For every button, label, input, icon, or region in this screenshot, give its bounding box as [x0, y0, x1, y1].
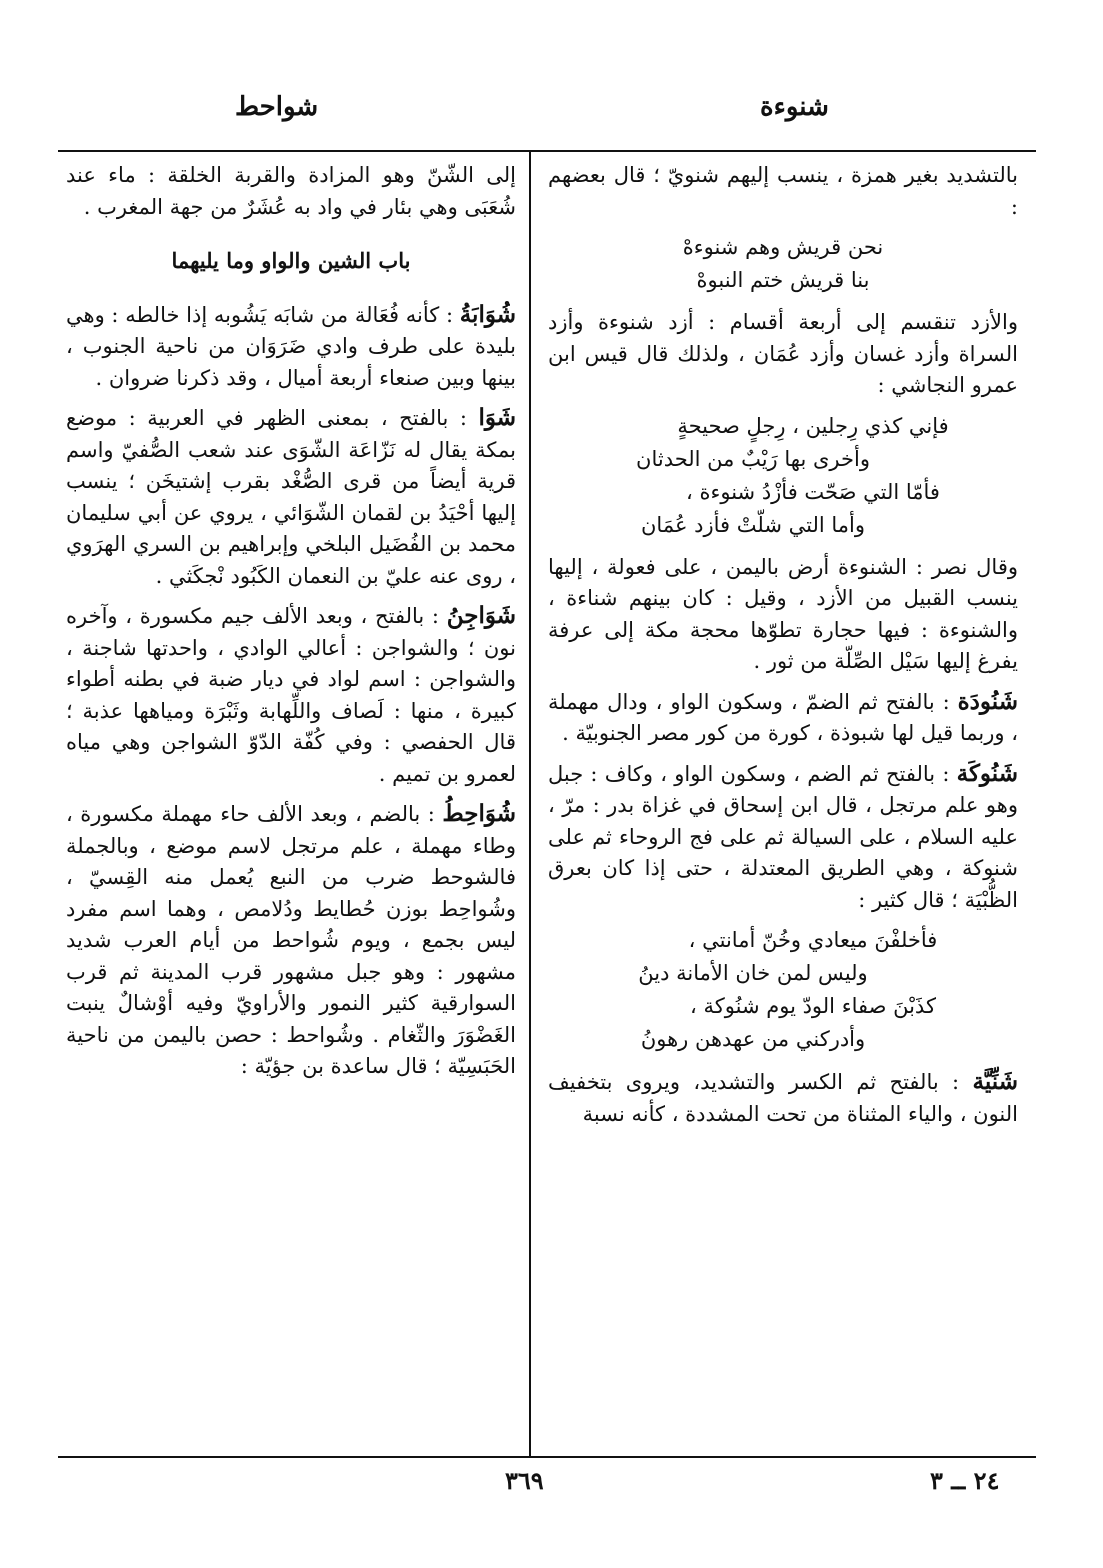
verse-line: كذَبْنَ صفاء الودّ يوم شنُوكة ،	[690, 994, 936, 1018]
entry-text: : بالفتح ثم الضمّ ، وسكون الواو ، ودال مهملة ، وربما قيل لها شبوذة ، كورة من كور مصر الجنوبيّة .	[548, 689, 1018, 745]
paragraph: إلى الشّنّ وهو المزادة والقربة الخلقة : ماء عند شُعَبَى وهي بئار في واد به عُشَرٌ من جهة المغرب .	[66, 163, 516, 219]
top-rule	[58, 150, 1036, 152]
verse-line: نحن قريش وهم شنوءهْ	[682, 235, 884, 259]
entry-text: : بالفتح ، وبعد الألف جيم مكسورة ، وآخره نون ؛ والشواجن : أعالي الوادي ، واحدتها شاجنة ، والشواجن : اسم لواد في ديار ضبة في بطنه أطواء كبيرة ، منها : لَصاف واللِّهابة وثَبْرَة ومياهها عذبة ؛ قال الحفصي : وفي كُفّة الدّوّ الشواجن وهي مياه لعمرو بن تميم .	[66, 604, 516, 786]
entry-word: شَنُودَة	[957, 687, 1018, 715]
verse-block	[548, 924, 1018, 1056]
entry-word: شَنِّيَّة	[972, 1068, 1018, 1095]
paragraph: وقال نصر : الشنوءة أرض باليمن ، على فعولة ، إليها ينسب القبيل من الأزد ، وقيل : كان بينهم شناءة ، والشنوءة : فيها حجارة تطوّها محجة مكة إلى عرفة يفرغ إليها سَيْل الصِّلّة من ثور .	[548, 554, 1018, 673]
entry-text: : بالفتح ثم الكسر والتشديد، ويروى بتخفيف النون ، والياء المثناة من تحت المشددة ، كأنه نسبة	[548, 1070, 1018, 1126]
verse-block	[548, 410, 1018, 542]
entry-word: شَوَا	[478, 404, 516, 431]
signature-mark: ٢٤ ــ ٣	[930, 1466, 1000, 1495]
entry-word: شَنُوكَة	[956, 759, 1018, 787]
left-column	[66, 160, 516, 1450]
verse-line: فأخلفْنَ ميعادي وخُنّ أمانتي ،	[688, 928, 938, 952]
entry-text: : بالضم ، وبعد الألف حاء مهملة مكسورة ، وطاء مهملة ، علم مرتجل لاسم موضع ، وبالجملة فالشوحط ضرب من النبع يُعمل منه القِسيّ ، وشُواحِط بوزن حُطايط ودُلامص ، وهما اسم مفرد ليس بجمع ، ويوم شُواحط من أيام العرب شديد مشهور : وهو جبل مشهور قرب المدينة ثم قرب السوارقية كثير النمور والأراويّ وفيه أوْشالٌ ينبت الغَضْوَرَ والثّغام . وشُواحط : حصن باليمن من ناحية الحَبَسِيّة ؛ قال ساعدة بن جؤيّة :	[66, 802, 516, 1078]
bottom-rule	[58, 1456, 1036, 1458]
verse-line: وأخرى بها رَيْبٌ من الحدثان	[636, 446, 870, 471]
entry-word: شُوَاحِطُ	[442, 800, 516, 827]
entry-text: : بالفتح ثم الضم ، وسكون الواو ، وكاف : جبل وهو علم مرتجل ، قال ابن إسحاق في غزاة بدر : مرّ ، عليه السلام ، على السيالة ثم على فج الروحاء ثم على شنوكة ، وهي الطريق المعتدلة ، حتى إذا كان بعرق الظُّبْيَة ؛ قال كثير :	[548, 761, 1018, 912]
entry-word: شَوَاجِنُ	[446, 602, 516, 629]
entry-text: : كأنه فُعَالة من شابَه يَشُوبه إذا خالطه : وهي بليدة على طرف وادي ضَرَوَان من ناحية الجنوب ، بينها وبين صنعاء أربعة أميال ، وقد ذكرنا ضروان .	[66, 302, 516, 390]
entry	[66, 299, 516, 395]
verse-line: بنا قريش ختم النبوهْ	[696, 268, 870, 292]
verse-line: فإني كذي رِجلين ، رِجلٍ صحيحةٍ	[677, 413, 949, 438]
column-divider	[529, 150, 531, 1456]
paragraph: والأزد تنقسم إلى أربعة أقسام : أزد شنوءة وأزد السراة وأزد غسان وأزد عُمَان ، ولذلك قال قيس ابن عمرو النجاشي :	[548, 310, 1018, 397]
entry	[66, 798, 516, 1083]
entry	[548, 686, 1018, 750]
header-right-title: شنوءة	[760, 92, 829, 122]
verse-line: وأما التي شلّتْ فأزد عُمَان	[641, 512, 865, 537]
paragraph: بالتشديد بغير همزة ، ينسب إليهم شنويّ ؛ قال بعضهم :	[548, 163, 1018, 219]
verse-line: فأمّا التي صَحّت فأزْدُ شنوءة ،	[686, 479, 940, 504]
entry	[66, 600, 516, 790]
header-left-title: شواحط	[235, 92, 319, 122]
entry-text: : بالفتح ، بمعنى الظهر في العربية : موضع بمكة يقال له نَزّاعَة الشّوَى عند شعب الصُّفيّ واسم قرية أيضاً من قرى الصُّغْد بقرب إشتيخَن ؛ ينسب إليها أحْيَدُ بن لقمان الشّوَائي ، يروي عن أبي سليمان محمد بن الفُضَيل البلخي وإبراهيم بن السري الهرَوي ، روى عنه عليّ بن النعمان الكَبُود نْجكَثي .	[66, 406, 516, 588]
right-column	[548, 160, 1018, 1450]
entry	[548, 758, 1018, 917]
verse-line: وأدركني من عهدهن رهونُ	[640, 1027, 866, 1051]
section-heading: باب الشين والواو وما يليهما	[171, 248, 411, 273]
page-number: ٣٦٩	[505, 1466, 544, 1495]
entry	[66, 402, 516, 592]
entry	[548, 1066, 1018, 1130]
verse-line: وليس لمن خان الأمانة دينُ	[638, 961, 868, 985]
entry-word: شُوَابَةُ	[459, 300, 516, 328]
verse-block	[548, 231, 1018, 297]
